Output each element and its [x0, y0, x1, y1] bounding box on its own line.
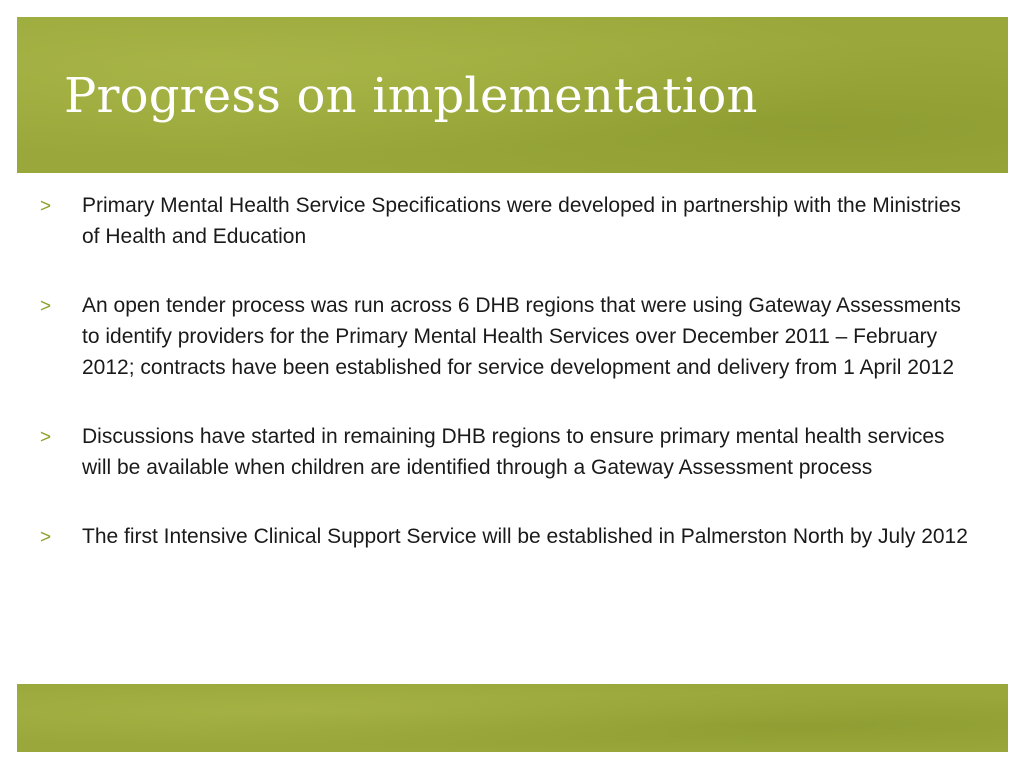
bullet-marker-icon: > [40, 527, 52, 548]
bullet-item [40, 190, 970, 252]
bullet-marker-icon: > [40, 296, 52, 317]
bullet-item [40, 521, 970, 553]
bullet-item [40, 290, 970, 383]
footer-band [17, 684, 1008, 752]
bullet-text: An open tender process was run across 6 DHB regions that were using Gateway Assessments to identify providers for the Primary Mental Health Services over December 2011 – February 2012; contracts have been established for service development and delivery from 1 April 2012 [82, 294, 961, 379]
bullet-marker-icon: > [40, 427, 52, 448]
bullet-item [40, 421, 970, 483]
slide-title: Progress on implementation [64, 68, 758, 124]
bullet-text: The first Intensive Clinical Support Service will be established in Palmerston North by July 2012 [82, 525, 968, 548]
bullet-list [40, 190, 970, 591]
bullet-text: Discussions have started in remaining DHB regions to ensure primary mental health services will be available when children are identified through a Gateway Assessment process [82, 425, 945, 479]
bullet-marker-icon: > [40, 196, 52, 217]
bullet-text: Primary Mental Health Service Specifications were developed in partnership with the Ministries of Health and Education [82, 194, 961, 248]
